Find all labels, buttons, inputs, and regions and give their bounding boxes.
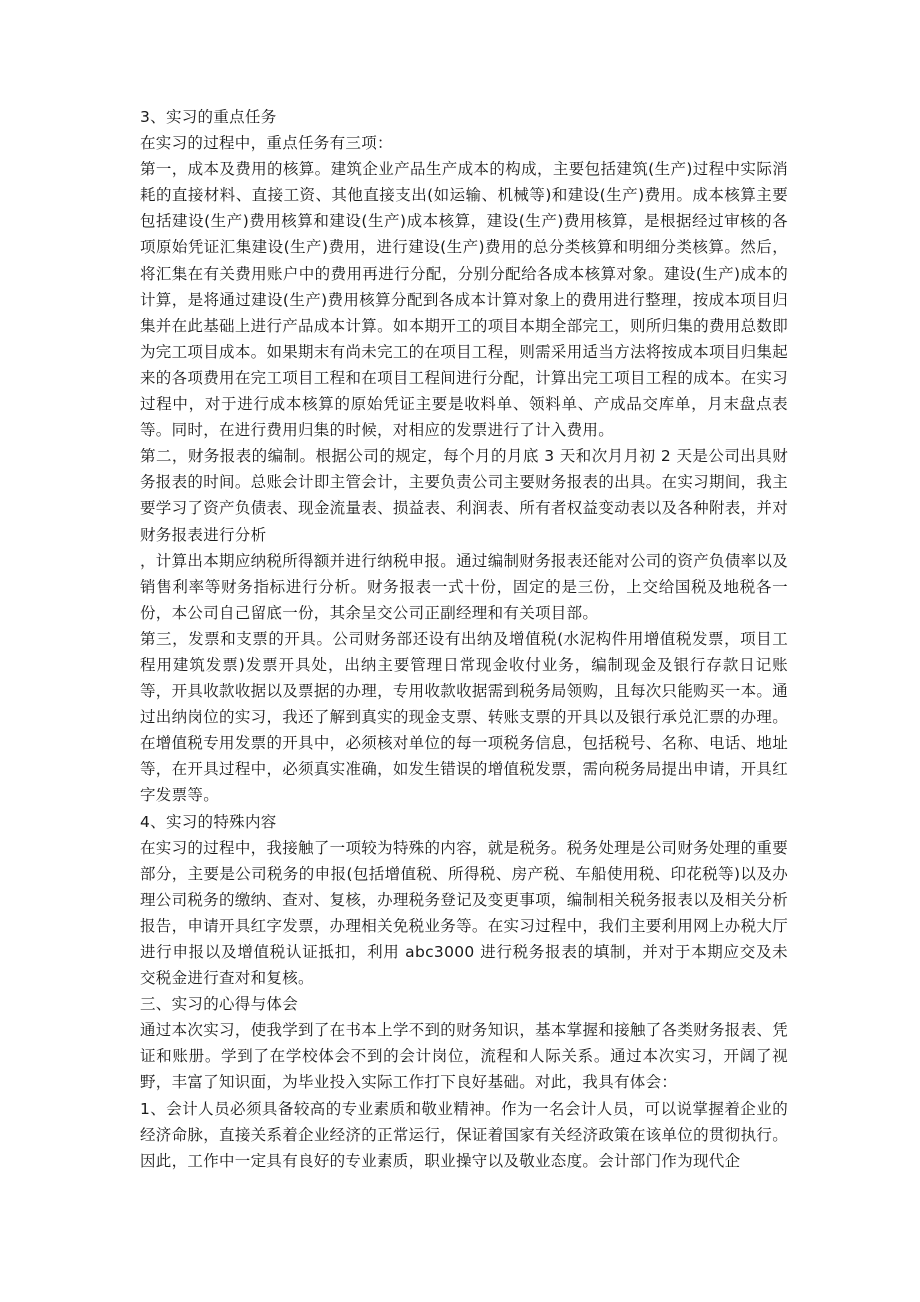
paragraph-professional-quality: 1、会计人员必须具备较高的专业素质和敬业精神。作为一名会计人员，可以说掌握着企业的经济命脉，直接关系着企业经济的正常运行，保证着国家有关经济政策在该单位的贯彻执行。因此，工作中一定具有良好的专业素质，职业操守以及敬业态度。会计部门作为现代企: [140, 1099, 788, 1170]
document-page: [140, 104, 788, 1174]
paragraph-cost-accounting: 第一，成本及费用的核算。建筑企业产品生产成本的构成，主要包括建筑(生产)过程中实际消耗的直接材料、直接工资、其他直接支出(如运输、机械等)和建设(生产)费用。成本核算主要包括建设(生产)费用核算和建设(生产)成本核算，建设(生产)费用核算，是根据经过审核的各项原始凭证汇集建设(生产)费用，进行建设(生产)费用的总分类核算和明细分类核算。然后，将汇集在有关费用账户中的费用再进行分配，分别分配给各成本核算对象。建设(生产)成本的计算，是将通过建设(生产)费用核算分配到各成本计算对象上的费用进行整理，按成本项目归集并在此基础上进行产品成本计算。如本期开工的项目本期全部完工，则所归集的费用总数即为完工项目成本。如果期末有尚未完工的在项目工程，则需采用适当方法将按成本项目归集起来的各项费用在完工项目工程和在项目工程间进行分配，计算出完工项目工程的成本。在实习过程中，对于进行成本核算的原始凭证主要是收料单、领料单、产成品交库单，月末盘点表等。同时，在进行费用归集的时候，对相应的发票进行了计入费用。: [140, 160, 788, 440]
paragraph-tax-filing: ，计算出本期应纳税所得额并进行纳税申报。通过编制财务报表还能对公司的资产负债率以及销售利率等财务指标进行分析。财务报表一式十份，固定的是三份，上交给国税及地税各一份，本公司自己留底一份，其余呈交公司正副经理和有关项目部。: [140, 551, 788, 622]
paragraph-invoices-checks: 第三，发票和支票的开具。公司财务部还设有出纳及增值税(水泥构件用增值税发票，项目工程用建筑发票)发票开具处，出纳主要管理日常现金收付业务，编制现金及银行存款日记账等，开具收款收据以及票据的办理，专用收款收据需到税务局领购，且每次只能购买一本。通过出纳岗位的实习，我还了解到真实的现金支票、转账支票的开具以及银行承兑汇票的办理。在增值税专用发票的开具中，必须核对单位的每一项税务信息，包括税号、名称、电话、地址等，在开具过程中，必须真实准确，如发生错误的增值税发票，需向税务局提出申请，开具红字发票等。: [140, 629, 788, 805]
section-heading-special-content: 4、实习的特殊内容: [140, 812, 277, 831]
section-heading-reflections: 三、实习的心得与体会: [140, 995, 299, 1014]
paragraph-intro-tasks: 在实习的过程中，重点任务有三项：: [140, 134, 393, 153]
paragraph-reflections-intro: 通过本次实习，使我学到了在书本上学不到的财务知识，基本掌握和接触了各类财务报表、凭证和账册。学到了在学校体会不到的会计岗位，流程和人际关系。通过本次实习，开阔了视野，丰富了知识面，为毕业投入实际工作打下良好基础。对此，我具有体会：: [140, 1021, 788, 1092]
paragraph-taxation: 在实习的过程中，我接触了一项较为特殊的内容，就是税务。税务处理是公司财务处理的重要部分，主要是公司税务的申报(包括增值税、所得税、房产税、车船使用税、印花税等)以及办理公司税务的缴纳、查对、复核，办理税务登记及变更事项，编制相关税务报表以及相关分析报告，申请开具红字发票，办理相关免税业务等。在实习过程中，我们主要利用网上办税大厅进行申报以及增值税认证抵扣，利用 abc3000 进行税务报表的填制，并对于本期应交及未交税金进行查对和复核。: [140, 838, 788, 988]
section-heading-key-tasks: 3、实习的重点任务: [140, 108, 277, 126]
paragraph-financial-statements: 第二，财务报表的编制。根据公司的规定，每个月的月底 3 天和次月月初 2 天是公司出具财务报表的时间。总账会计即主管会计，主要负责公司主要财务报表的出具。在实习期间，我主要学习了资产负债表、现金流量表、损益表、利润表、所有者权益变动表以及各种附表，并对财务报表进行分析: [140, 447, 788, 544]
